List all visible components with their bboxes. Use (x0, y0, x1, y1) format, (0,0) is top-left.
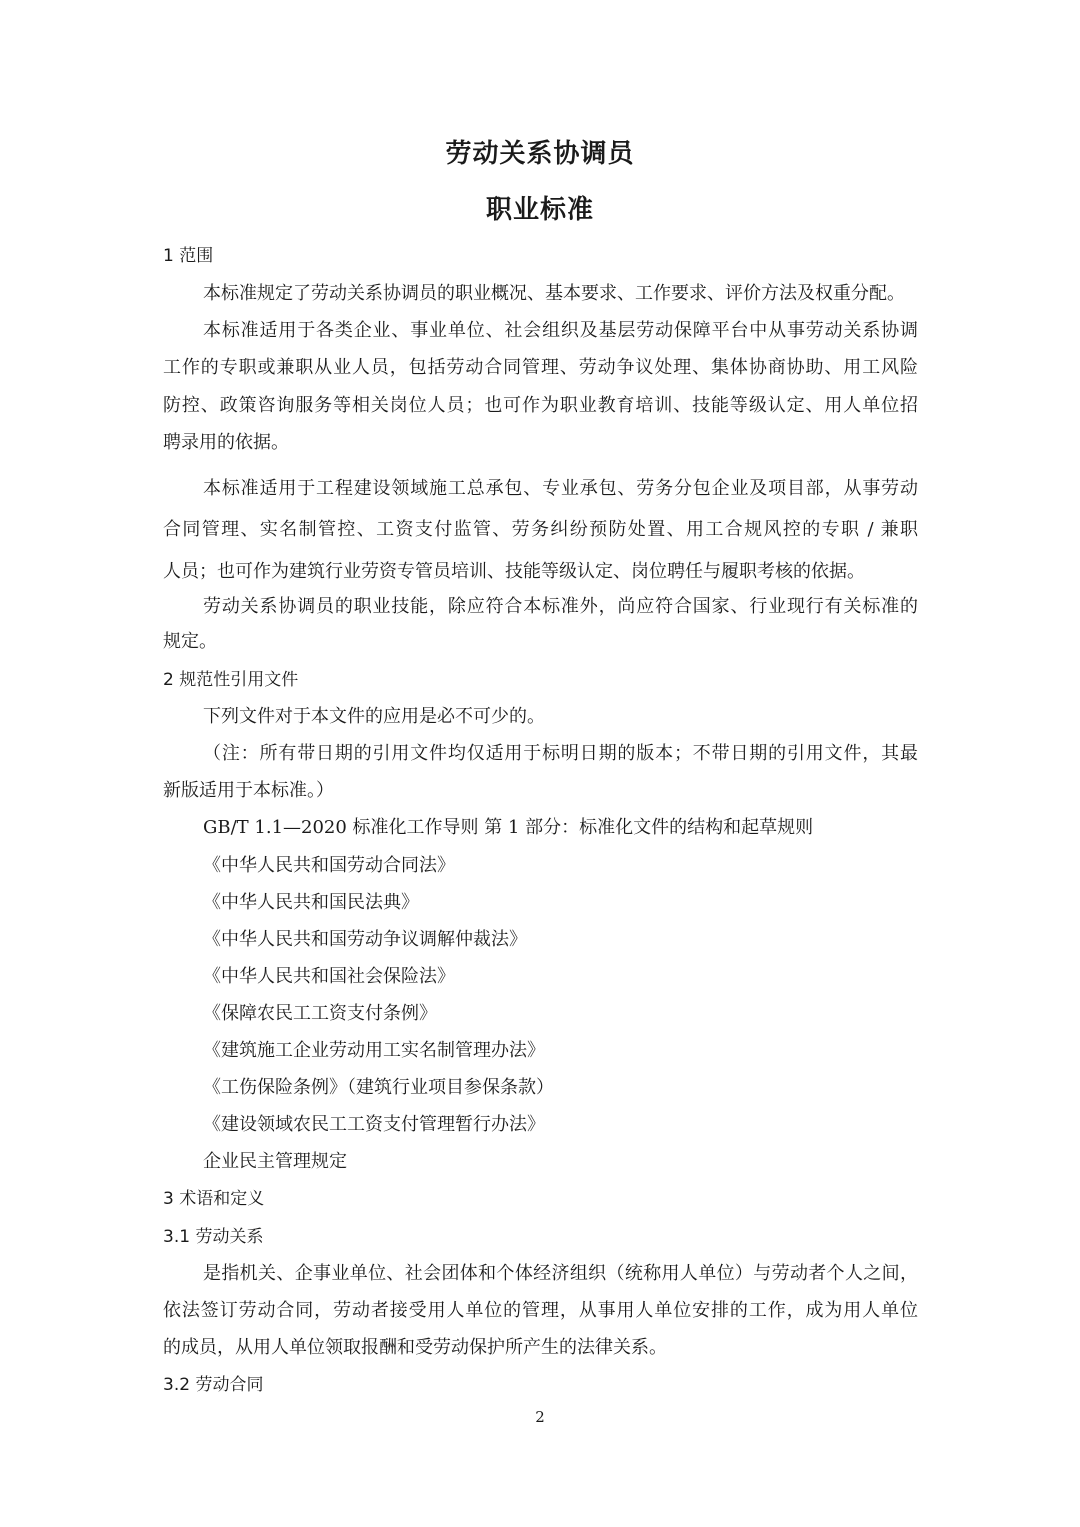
paragraph-line: 规定。 (163, 631, 217, 652)
paragraph-line: 是指机关、企事业单位、社会团体和个体经济组织（统称用人单位）与劳动者个人之间， (203, 1263, 918, 1284)
reference-item: 《中华人民共和国劳动合同法》 (203, 855, 455, 876)
paragraph-line: 本标准适用于各类企业、事业单位、社会组织及基层劳动保障平台中从事劳动关系协调 (203, 320, 918, 341)
section-heading-terms: 3 术语和定义 (163, 1189, 265, 1209)
note-line: 新版适用于本标准。） (163, 780, 334, 801)
paragraph-line: 工作的专职或兼职从业人员，包括劳动合同管理、劳动争议处理、集体协商协助、用工风险 (163, 357, 918, 378)
paragraph-line: 本标准规定了劳动关系协调员的职业概况、基本要求、工作要求、评价方法及权重分配。 (203, 283, 905, 304)
section-heading-scope: 1 范围 (163, 246, 214, 266)
section-heading-references: 2 规范性引用文件 (163, 670, 299, 690)
reference-item: 《中华人民共和国民法典》 (203, 892, 419, 913)
paragraph-line: 下列文件对于本文件的应用是必不可少的。 (203, 706, 545, 727)
page-number: 2 (535, 1408, 545, 1426)
paragraph-line: 合同管理、实名制管控、工资支付监管、劳务纠纷预防处置、用工合规风控的专职 / 兼职 (163, 519, 918, 540)
document-title: 劳动关系协调员 (445, 139, 635, 169)
paragraph-line: 人员；也可作为建筑行业劳资专管员培训、技能等级认定、岗位聘任与履职考核的依据。 (163, 561, 865, 582)
paragraph-line: 聘录用的依据。 (163, 432, 289, 453)
reference-item: 《中华人民共和国劳动争议调解仲裁法》 (203, 929, 527, 950)
subsection-heading-labor-relations: 3.1 劳动关系 (163, 1227, 264, 1247)
reference-item: 《保障农民工工资支付条例》 (203, 1003, 437, 1024)
reference-item: 《建筑施工企业劳动用工实名制管理办法》 (203, 1040, 545, 1061)
paragraph-line: 防控、政策咨询服务等相关岗位人员；也可作为职业教育培训、技能等级认定、用人单位招 (163, 395, 918, 416)
reference-item: 企业民主管理规定 (203, 1151, 347, 1172)
paragraph-line: 的成员，从用人单位领取报酬和受劳动保护所产生的法律关系。 (163, 1337, 667, 1358)
paragraph-line: 依法签订劳动合同，劳动者接受用人单位的管理，从事用人单位安排的工作，成为用人单位 (163, 1300, 918, 1321)
reference-item: 《中华人民共和国社会保险法》 (203, 966, 455, 987)
reference-item: 《建设领域农民工工资支付管理暂行办法》 (203, 1114, 545, 1135)
document-subtitle: 职业标准 (485, 195, 594, 225)
note-line: （注：所有带日期的引用文件均仅适用于标明日期的版本；不带日期的引用文件，其最 (203, 743, 918, 764)
reference-item: GB/T 1.1—2020 标准化工作导则 第 1 部分：标准化文件的结构和起草规则 (203, 817, 814, 838)
paragraph-line: 本标准适用于工程建设领域施工总承包、专业承包、劳务分包企业及项目部，从事劳动 (203, 478, 918, 499)
paragraph-line: 劳动关系协调员的职业技能，除应符合本标准外，尚应符合国家、行业现行有关标准的 (203, 596, 918, 617)
subsection-heading-labor-contract: 3.2 劳动合同 (163, 1375, 264, 1395)
reference-item: 《工伤保险条例》（建筑行业项目参保条款） (203, 1077, 554, 1098)
